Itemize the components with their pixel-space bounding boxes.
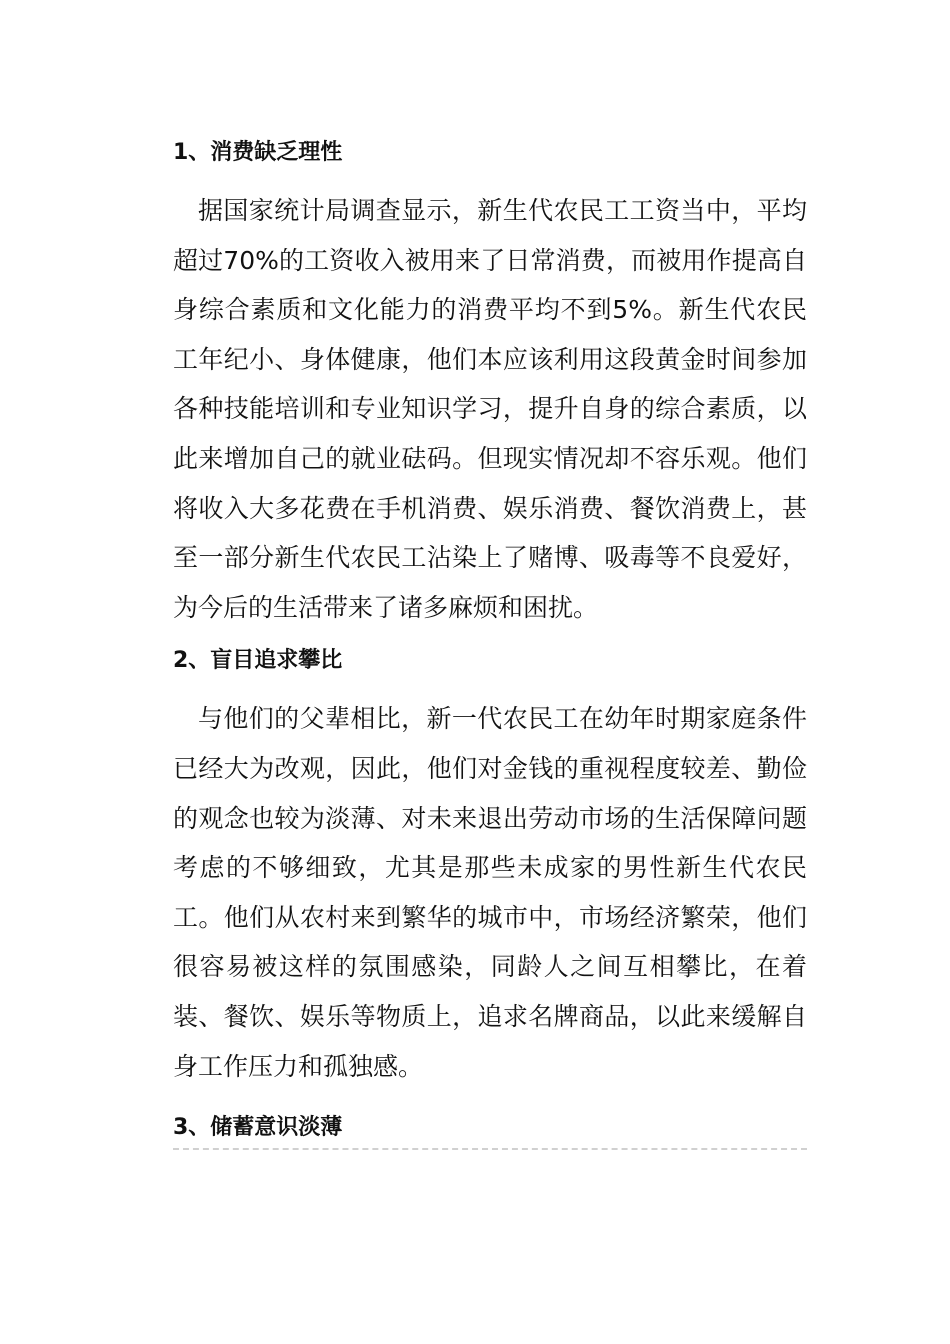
section-heading-3: 3、储蓄意识淡薄: [173, 1115, 343, 1141]
section-paragraph-1: 据国家统计局调查显示，新生代农民工工资当中，平均超过70%的工资收入被用来了日常消费，而被用作提高自身综合素质和文化能力的消费平均不到5%。新生代农民工年纪小、身体健康，他们本应该利用这段黄金时间参加各种技能培训和专业知识学习，提升自身的综合素质，以此来增加自己的就业砝码。但现实情况却不容乐观。他们将收入大多花费在手机消费、娱乐消费、餐饮消费上，甚至一部分新生代农民工沾染上了赌博、吸毒等不良爱好，为今后的生活带来了诸多麻烦和困扰。: [173, 196, 807, 622]
section-paragraph-2: 与他们的父辈相比，新一代农民工在幼年时期家庭条件已经大为改观，因此，他们对金钱的重视程度较差、勤俭的观念也较为淡薄、对未来退出劳动市场的生活保障问题考虑的不够细致，尤其是那些未成家的男性新生代农民工。他们从农村来到繁华的城市中，市场经济繁荣，他们很容易被这样的氛围感染，同龄人之间互相攀比，在着装、餐饮、娱乐等物质上，追求名牌商品，以此来缓解自身工作压力和孤独感。: [173, 704, 807, 1081]
document-page: [173, 128, 807, 1153]
section-heading-1: 1、消费缺乏理性: [173, 140, 343, 165]
page-break-divider: [173, 1148, 807, 1150]
section-heading-2: 2、盲目追求攀比: [173, 648, 343, 674]
